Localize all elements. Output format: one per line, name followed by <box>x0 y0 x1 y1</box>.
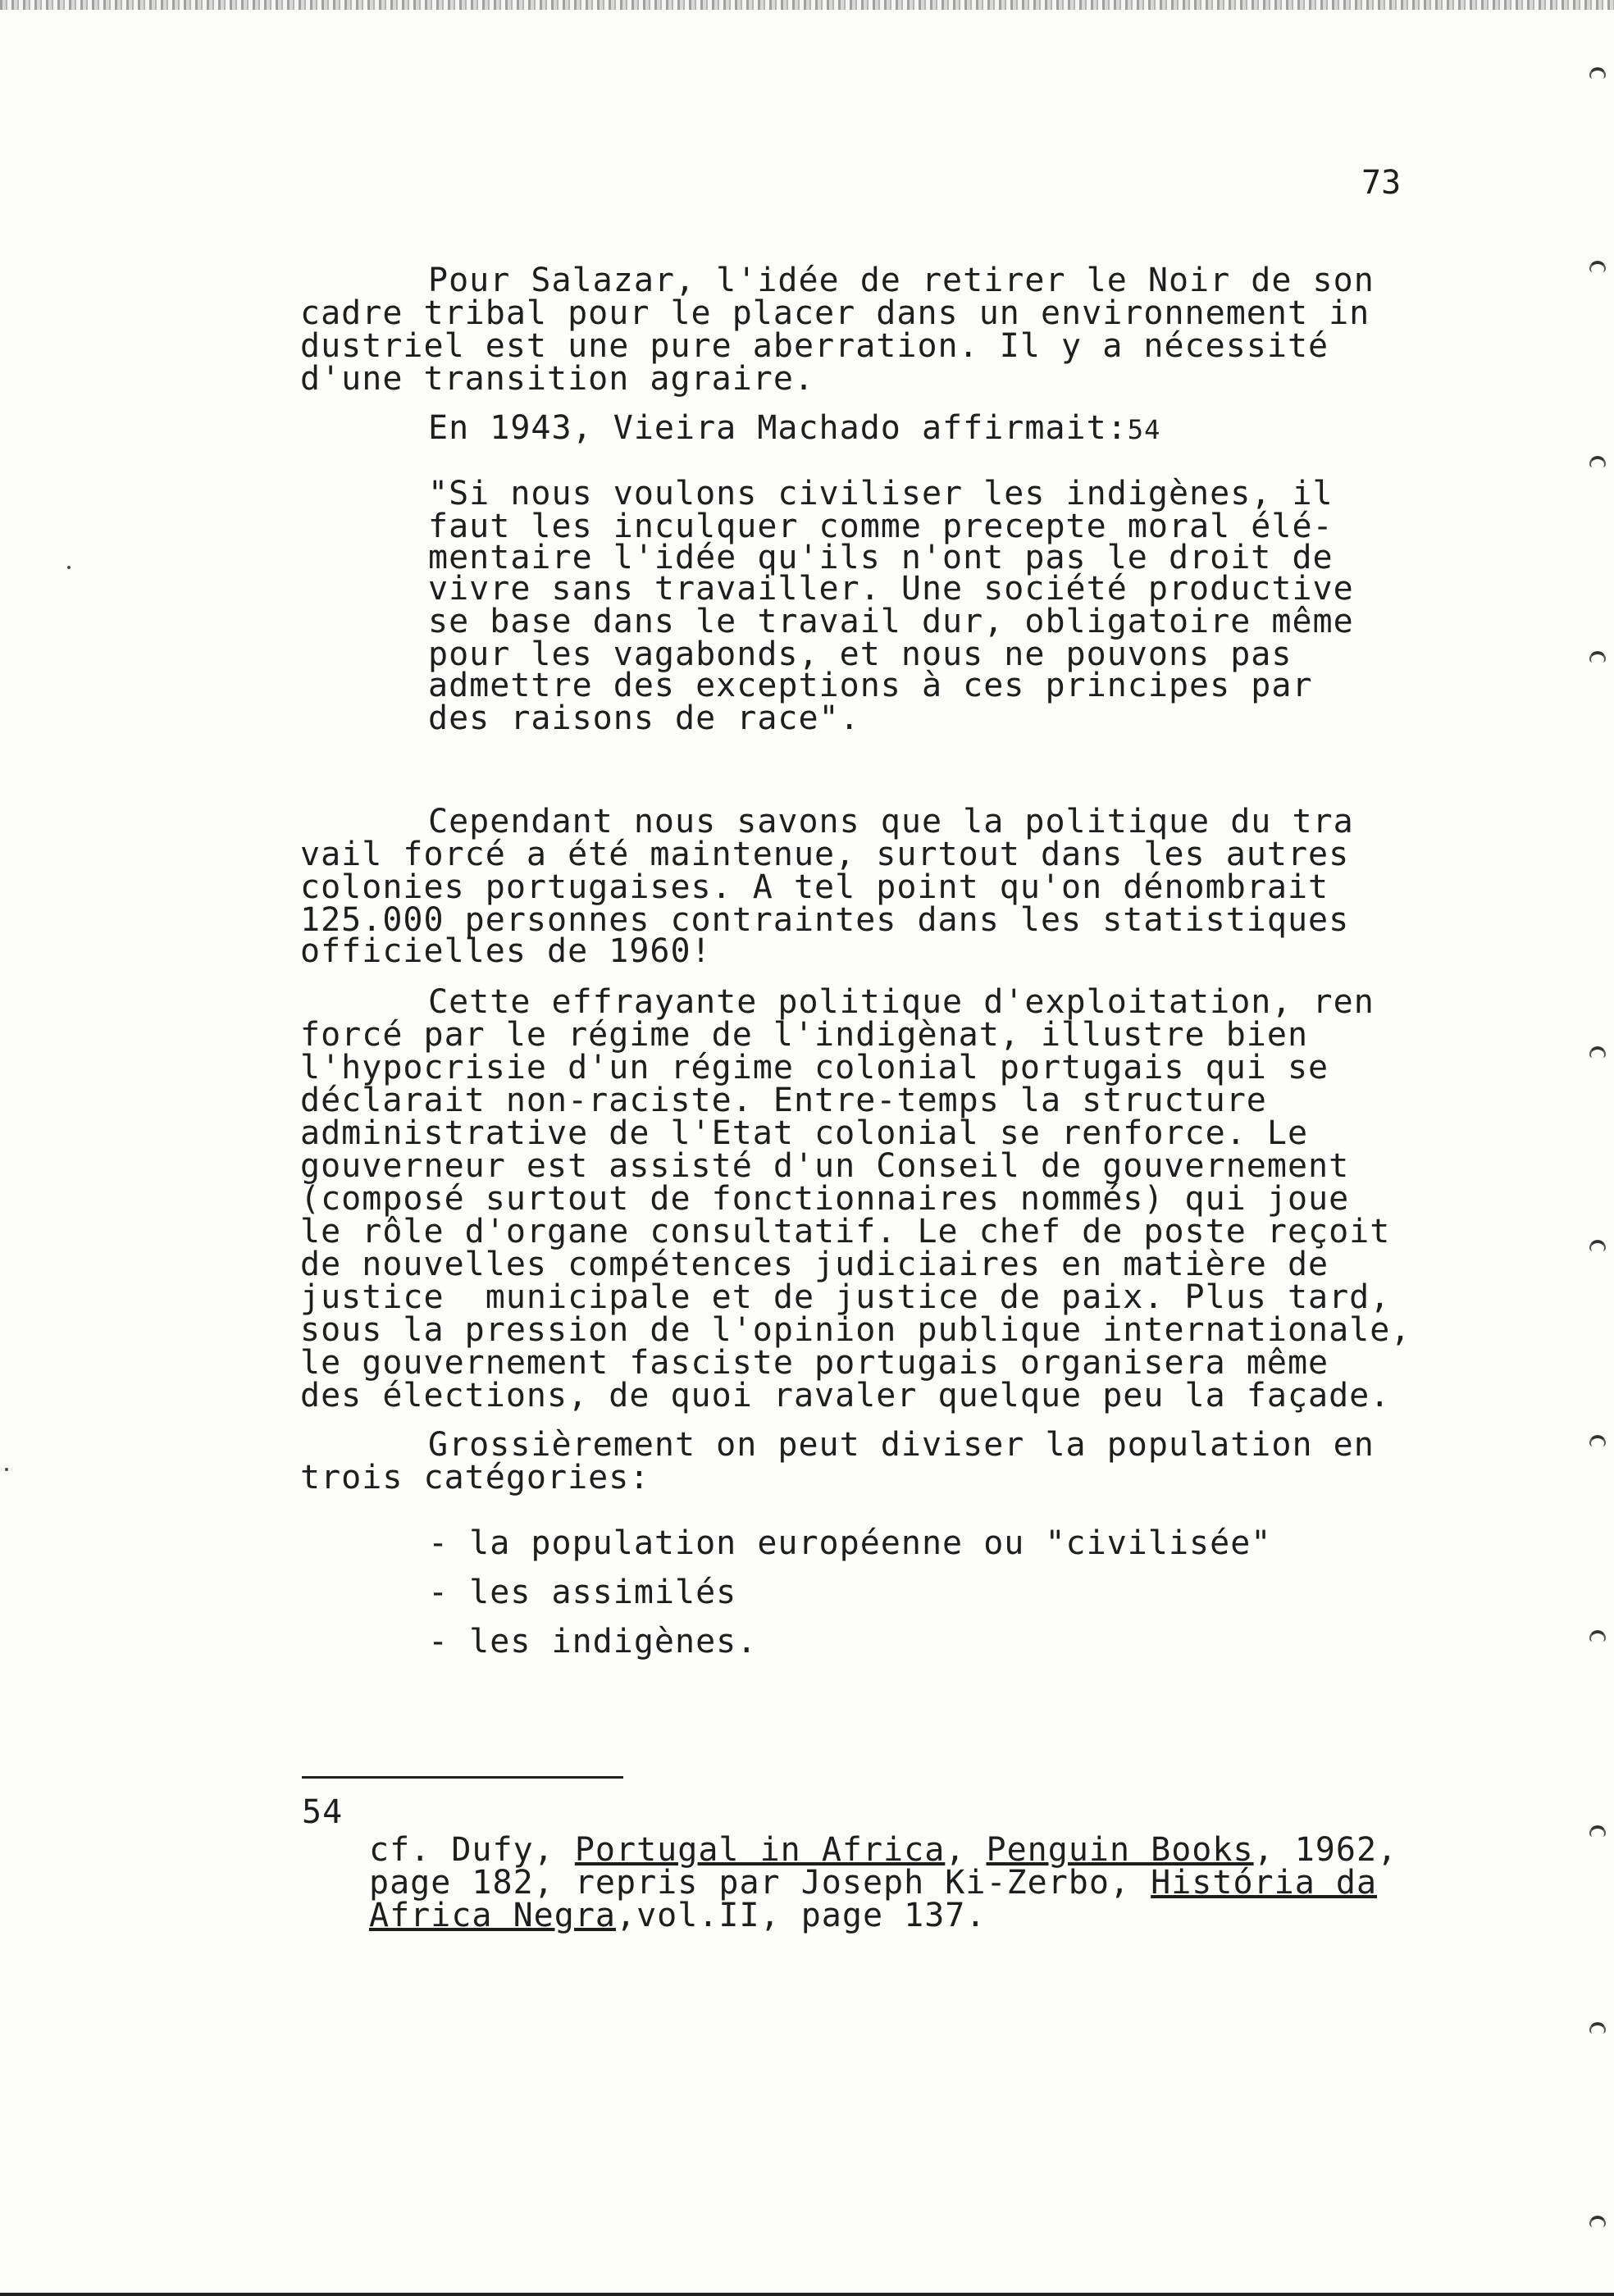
binder-hole <box>1589 456 1606 467</box>
quote-line: vivre sans travailler. Une société productive <box>428 570 1354 608</box>
quote-intro <box>428 409 1161 447</box>
footnote-text: cf. Dufy, <box>369 1831 575 1869</box>
binder-hole <box>1589 2216 1606 2227</box>
category-item: - les assimilés <box>428 1574 737 1611</box>
footnote-text: page 182, repris par Joseph Ki-Zerbo, <box>369 1864 1151 1902</box>
footnote-book-title: Portugal in Africa <box>574 1831 946 1869</box>
footnote-line <box>369 1899 986 1932</box>
paragraph-3-line: de nouvelles compétences judiciaires en matière de <box>300 1246 1329 1283</box>
paragraph-2-line: 125.000 personnes contraintes dans les statistiques <box>300 901 1350 939</box>
footnote-book-title: História da <box>1151 1864 1378 1902</box>
footnote-publisher: Penguin Books <box>986 1831 1254 1869</box>
footnote-text: , 1962, <box>1253 1831 1398 1869</box>
quote-line: "Si nous voulons civiliser les indigènes, il <box>428 475 1334 512</box>
footnote-text: ,vol.II, page 137. <box>615 1897 987 1934</box>
quote-line: des raisons de race". <box>428 699 860 737</box>
footnote-line <box>369 1831 1398 1869</box>
paragraph-1-line: cadre tribal pour le placer dans un environnement in <box>300 294 1370 332</box>
quote-line: mentaire l'idée qu'ils n'ont pas le droit de <box>428 539 1334 576</box>
scan-speck <box>67 566 71 569</box>
footnote-number: 54 <box>302 1793 344 1831</box>
quote-line: pour les vagabonds, et nous ne pouvons pas <box>428 636 1293 673</box>
paragraph-4-line: trois catégories: <box>300 1459 650 1496</box>
binder-hole <box>1589 1435 1606 1446</box>
quote-intro-text: En 1943, Vieira Machado affirmait: <box>428 409 1128 447</box>
quote-line: admettre des exceptions à ces principes par <box>428 667 1313 704</box>
binder-hole <box>1589 1046 1606 1058</box>
paragraph-3-line: gouverneur est assisté d'un Conseil de gouvernement <box>300 1147 1350 1185</box>
paragraph-3-line: justice municipale et de justice de paix. Plus tard, <box>300 1278 1391 1316</box>
footnote-text: , <box>945 1831 987 1869</box>
binder-hole <box>1589 2022 1606 2034</box>
paragraph-1-line: dustriel est une pure aberration. Il y a nécessité <box>300 327 1329 365</box>
paragraph-4-line: Grossièrement on peut diviser la population en <box>428 1426 1375 1464</box>
binder-hole <box>1589 1240 1606 1251</box>
binder-hole <box>1589 651 1606 663</box>
footnote-line <box>369 1864 1378 1902</box>
binder-hole <box>1589 67 1606 79</box>
scan-top-edge <box>0 0 1614 10</box>
paragraph-2-line: officielles de 1960! <box>300 932 712 970</box>
paragraph-2-line: Cependant nous savons que la politique du tra <box>428 803 1354 840</box>
footnote-reference: 54 <box>1127 414 1161 445</box>
quote-line: se base dans le travail dur, obligatoire même <box>428 603 1354 640</box>
footnote-separator <box>302 1776 623 1779</box>
paragraph-1-line: Pour Salazar, l'idée de retirer le Noir de son <box>428 262 1375 299</box>
paragraph-3-line: administrative de l'Etat colonial se renforce. Le <box>300 1114 1309 1152</box>
paragraph-1-line: d'une transition agraire. <box>300 360 815 398</box>
paragraph-3-line: déclarait non-raciste. Entre-temps la structure <box>300 1082 1267 1119</box>
quote-line: faut les inculquer comme precepte moral élé- <box>428 508 1334 545</box>
paragraph-3-line: l'hypocrisie d'un régime colonial portugais qui se <box>300 1049 1329 1086</box>
paragraph-2-line: vail forcé a été maintenue, surtout dans les autres <box>300 836 1350 873</box>
paragraph-2-line: colonies portugaises. A tel point qu'on dénombrait <box>300 868 1329 906</box>
page-number: 73 <box>1361 164 1402 202</box>
binder-hole <box>1589 1825 1606 1837</box>
paragraph-3-line: Cette effrayante politique d'exploitation, ren <box>428 983 1375 1021</box>
category-item: - la population européenne ou "civilisée" <box>428 1524 1272 1562</box>
paragraph-3-line: le rôle d'organe consultatif. Le chef de poste reçoit <box>300 1213 1391 1250</box>
paragraph-3-line: le gouvernement fasciste portugais organisera même <box>300 1344 1329 1382</box>
category-item: - les indigènes. <box>428 1623 758 1660</box>
paragraph-3-line: (composé surtout de fonctionnaires nommés) qui joue <box>300 1180 1350 1218</box>
binder-hole <box>1589 261 1606 272</box>
paragraph-3-line: forcé par le régime de l'indigènat, illustre bien <box>300 1016 1309 1054</box>
paragraph-3-line: des élections, de quoi ravaler quelque peu la façade. <box>300 1377 1391 1414</box>
footnote-book-title: Africa Negra <box>369 1897 616 1934</box>
binder-hole <box>1589 1630 1606 1642</box>
scan-speck <box>5 1468 8 1471</box>
paragraph-3-line: sous la pression de l'opinion publique internationale, <box>300 1311 1411 1349</box>
scan-bottom-edge <box>0 2293 1614 2296</box>
